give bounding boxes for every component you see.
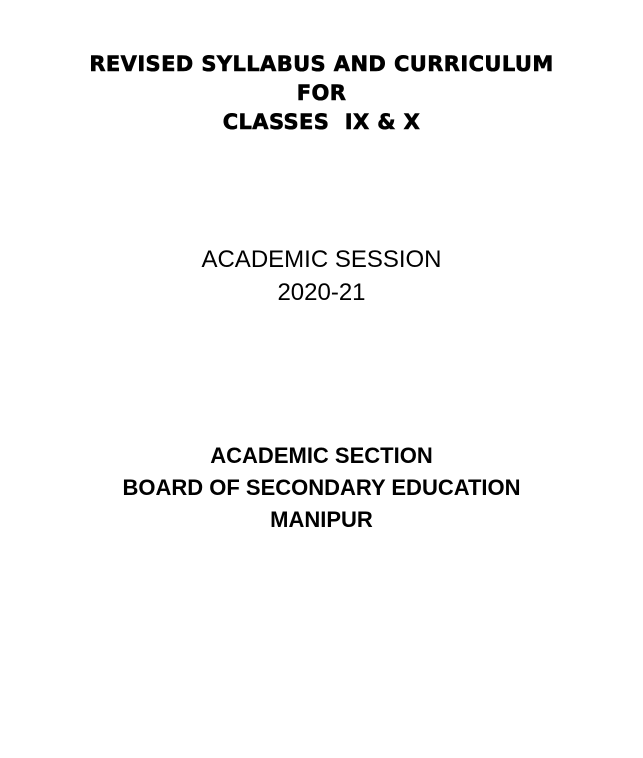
issuing-organization bbox=[0, 440, 643, 536]
session-label: ACADEMIC SESSION bbox=[201, 246, 442, 273]
org-state: MANIPUR bbox=[270, 507, 373, 532]
academic-session bbox=[0, 243, 643, 309]
title-line-1: REVISED SYLLABUS AND CURRICULUM bbox=[89, 52, 554, 76]
title-line-3: CLASSES IX & X bbox=[222, 110, 421, 134]
document-title bbox=[0, 50, 643, 137]
session-year: 2020-21 bbox=[277, 279, 366, 306]
org-board: BOARD OF SECONDARY EDUCATION bbox=[122, 475, 521, 500]
title-line-2: FOR bbox=[296, 81, 347, 105]
org-section: ACADEMIC SECTION bbox=[210, 443, 433, 468]
